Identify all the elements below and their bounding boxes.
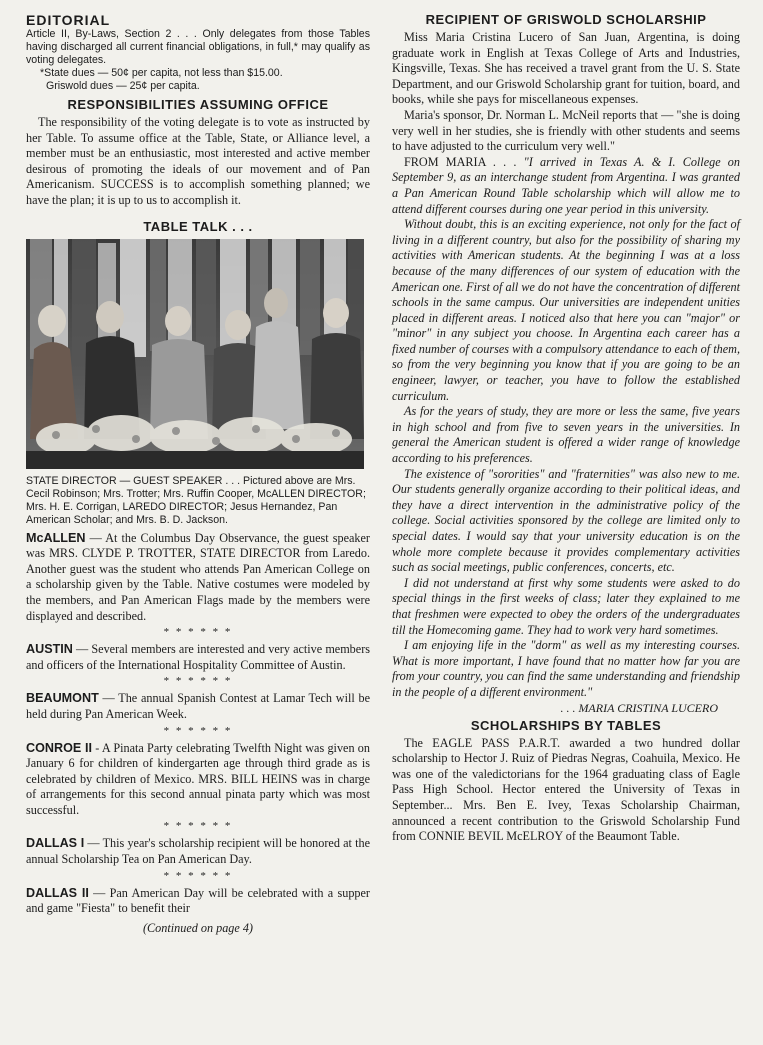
entry-lead: McALLEN	[26, 530, 86, 545]
state-dues-note: *State dues — 50¢ per capita, not less than $15.00.	[40, 67, 283, 79]
separator-stars: * * * * * *	[163, 724, 233, 737]
entry-beaumont	[26, 691, 370, 722]
maria-letter-p6: I am enjoying life in the "dorm" as well as my interesting courses. What is more important, I have found that no matter how far you are from your country, you can find the same understanding and friendship in the people of a different environment."	[392, 638, 740, 699]
entry-conroe	[26, 741, 370, 819]
group-photo-image	[26, 239, 364, 469]
entry-lead: DALLAS I	[26, 836, 85, 851]
entry-lead: CONROE II	[26, 740, 92, 755]
editorial-heading: EDITORIAL	[26, 12, 111, 28]
right-column	[392, 12, 740, 845]
maria-letter-p4: The existence of "sororities" and "fraternities" was also new to me. Our students generally organize according to their political ideas, and they have a direct intervention in the administrative policy of the college. Social activities sponsored by the college are limited only to special dates. I would say that your university education is on the whole more complete because it provides complementary activities such as social meetings, public conferences, concerts, etc.	[392, 466, 740, 575]
photo-caption: STATE DIRECTOR — GUEST SPEAKER . . . Pictured above are Mrs. Cecil Robinson; Mrs. Trotter; Mrs. Ruffin Cooper, McALLEN DIRECTOR; Mrs. H. E. Corrigan, LAREDO DIRECTOR; Jesus Hernandez, Pan American Scholar; and Mrs. B. D. Jackson.	[26, 474, 366, 526]
responsibilities-heading: RESPONSIBILITIES ASSUMING OFFICE	[67, 97, 329, 112]
maria-letter-intro	[392, 155, 740, 217]
separator-stars: * * * * * *	[163, 626, 233, 639]
entry-austin	[26, 642, 370, 673]
separator-stars: * * * * * *	[163, 675, 233, 688]
separator-stars: * * * * * *	[163, 869, 233, 882]
griswold-paragraph-1: Miss Maria Cristina Lucero of San Juan, Argentina, is doing graduate work in English at Texas College of Arts and Industries, Kingsville, Texas. She has received a travel grant from the U. S. State Department, and our Griswold Scholarship grant for tuition, board, and books, while she pays for miscellaneous expenses.	[392, 30, 740, 107]
from-maria-lead: FROM MARIA . . .	[404, 154, 524, 169]
griswold-heading: RECIPIENT OF GRISWOLD SCHOLARSHIP	[425, 12, 707, 27]
table-talk-entries	[26, 531, 370, 936]
entry-mcallen	[26, 531, 370, 625]
maria-letter-p1: "I arrived in Texas A. & I. College on September 9, as an interchange student from Argentina. I was granted a Pan American Round Table scholarship which will allow me to attend different courses during one year period in this university.	[392, 154, 740, 216]
scholarships-text: The EAGLE PASS P.A.R.T. awarded a two hundred dollar scholarship to Hector J. Ruiz of Piedras Negras, Coahuila, Mexico. He was one of the valedictorians for the 1964 graduating class of Eagle Pass High School. Hector entered the University of Texas in September... Mrs. Ben E. Ivey, Texas Scholarship Chairman, announced a recent contribution to the Griswold Scholarship Fund from CONNIE BEVIL McELROY of the Beaumont Table.	[392, 735, 740, 844]
continued-note: (Continued on page 4)	[142, 920, 253, 935]
griswold-paragraph-2: Maria's sponsor, Dr. Norman L. McNeil reports that — "she is doing very well in her studies, she is friendly with other students and seems to have adjusted to the curriculum very well."	[392, 107, 740, 154]
editorial-text: Article II, By-Laws, Section 2 . . . Only delegates from those Tables having discharged all current financial obligations, in full,* may qualify as voting delegates.	[26, 28, 370, 66]
separator-stars: * * * * * *	[163, 820, 233, 833]
entry-lead: AUSTIN	[26, 642, 73, 657]
maria-letter-p3: As for the years of study, they are more or less the same, five years in high school and from five to seven years in the universities. In general the American student is offered a wider range of knowledge according to his preferences.	[392, 404, 740, 466]
maria-letter-p2: Without doubt, this is an exciting experience, not only for the fact of living in a different country, but also for the possibility of sharing my activities with American students. At the beginning I was at a loss because of the many differences of our system of education with the American one. First of all we do not have the concentration of different schools in the same campus. Our universities are independent unities placed in different areas. I noticed also that here you can "major" or "minor" in any subject you choose. In Argentina each career has a fixed number of courses with a compulsory attendance to each of them, so from the very beginning you know that if you are going to be an engineer, lawyer, or teacher, you have to follow the established curriculum.	[392, 217, 740, 403]
griswold-dues-note: Griswold dues — 25¢ per capita.	[46, 80, 200, 92]
maria-letter-p5: I did not understand at first why some students were asked to do special things in the first weeks of class; later they explained to me that freshmen were expected to obey the orders of the undergraduates till the Homecoming game. They had to work very hard sometimes.	[392, 575, 740, 637]
entry-dallas-2	[26, 886, 370, 917]
entry-text: — At the Columbus Day Observance, the guest speaker was MRS. CLYDE P. TROTTER, STATE DIRECTOR from Laredo. Another guest was the student who attends Pan American College on a scholarship given by the Table. Native costumes were modeled by the members, and Pan American Flags made by the members were displayed and described.	[26, 530, 370, 623]
entry-lead: DALLAS II	[26, 885, 89, 900]
entry-text: — This year's scholarship recipient will be honored at the annual Scholarship Tea on Pan American Day.	[26, 836, 370, 867]
table-talk-heading: TABLE TALK . . .	[143, 218, 253, 234]
entry-text: — Pan American Day will be celebrated with a supper and game "Fiesta" to benefit their	[26, 885, 370, 916]
entry-lead: BEAUMONT	[26, 691, 99, 706]
entry-dallas-1	[26, 836, 370, 867]
entry-text: — Several members are interested and very active members and officers of the International Hospitality Committee of Austin.	[26, 642, 370, 672]
responsibilities-text: The responsibility of the voting delegate is to vote as instructed by her Table. To assume office at the Table, State, or Alliance level, a member must be an enthusiastic, most interested and active member desirous of promoting the ideals of our movement and of Pan Americanism. SUCCESS is to accomplish something planned; we have the plan; it is up to us to accomplish it.	[26, 115, 370, 207]
group-photo	[26, 239, 364, 469]
scholarships-heading: SCHOLARSHIPS BY TABLES	[470, 717, 662, 733]
entry-text: - A Pinata Party celebrating Twelfth Night was given on January 6 for children of kindergarten age through third grade as is celebrated by children of Mexico. MRS. BILL HEINS was in charge of arrangements for this second annual pinata party which was most successful.	[26, 740, 370, 817]
entry-text: — The annual Spanish Contest at Lamar Tech will be held during Pan American Week.	[26, 691, 370, 721]
maria-signature: . . . MARIA CRISTINA LUCERO	[560, 700, 718, 715]
left-column	[26, 12, 370, 936]
